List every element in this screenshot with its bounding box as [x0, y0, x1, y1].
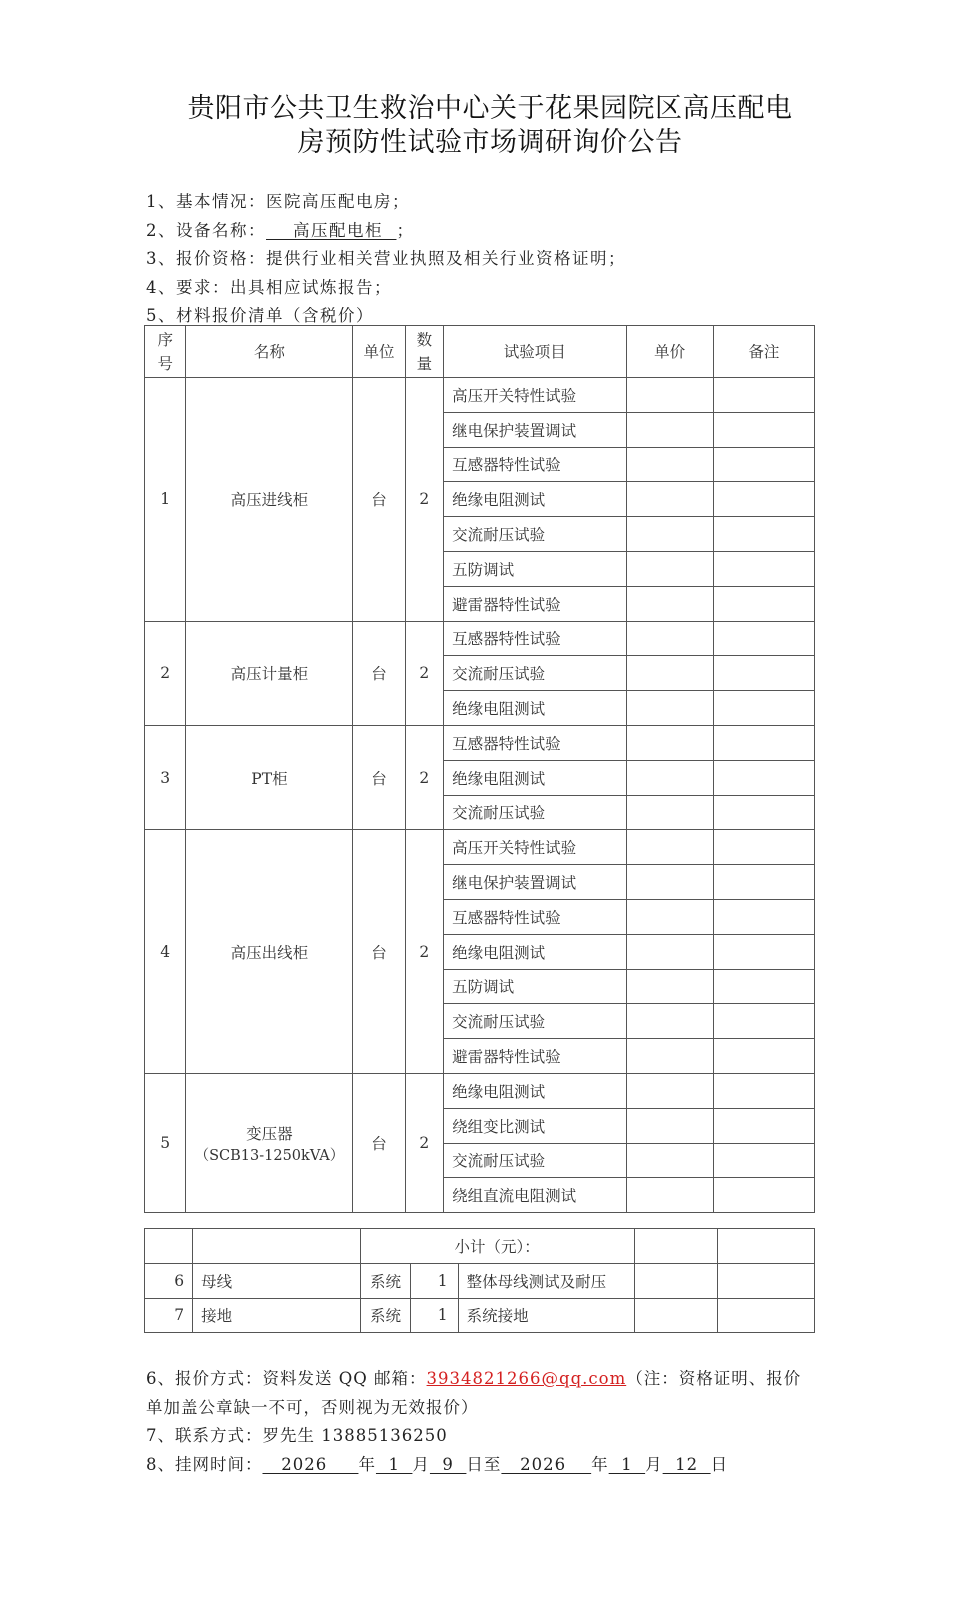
subtotal-table — [144, 1228, 815, 1333]
cell-test: 避雷器特性试验 — [444, 1039, 626, 1074]
info-item-basic — [146, 188, 626, 217]
cell-qty: 2 — [405, 830, 443, 1074]
cell-price-input[interactable] — [626, 551, 713, 586]
cell-test: 高压开关特性试验 — [444, 378, 626, 413]
cell-unit: 系统 — [360, 1298, 411, 1333]
table-row — [145, 1298, 815, 1333]
cell-price-input[interactable] — [626, 865, 713, 900]
cell-remark-input[interactable] — [713, 551, 814, 586]
cell-test: 绝缘电阻测试 — [444, 691, 626, 726]
cell-price-input[interactable] — [626, 1073, 713, 1108]
header-qty: 数量 — [405, 326, 443, 378]
info-value: 高压配电柜 — [266, 220, 397, 240]
to-char: 日至 — [466, 1454, 502, 1474]
cell-price-input[interactable] — [626, 482, 713, 517]
cell-empty — [145, 1229, 193, 1264]
day-char: 日 — [710, 1454, 729, 1474]
cell-qty: 1 — [411, 1298, 458, 1333]
cell-qty: 2 — [405, 378, 443, 622]
contact-info: 7、联系方式：罗先生 13885136250 — [146, 1426, 448, 1445]
header-unit: 单位 — [353, 326, 405, 378]
subtotal-row — [145, 1229, 815, 1264]
cell-remark-input[interactable] — [713, 1039, 814, 1074]
cell-test: 互感器特性试验 — [444, 725, 626, 760]
info-item-price-list: 5、材料报价清单（含税价） — [146, 306, 374, 325]
info-label: 1、基本情况： — [146, 192, 266, 211]
cell-remark-input[interactable] — [713, 482, 814, 517]
end-day: 12 — [662, 1454, 711, 1474]
cell-price-input[interactable] — [626, 1143, 713, 1178]
cell-price-input[interactable] — [626, 378, 713, 413]
cell-test: 互感器特性试验 — [444, 899, 626, 934]
cell-name: PT柜 — [186, 725, 353, 829]
cell-price-input[interactable] — [626, 1004, 713, 1039]
cell-price-input[interactable] — [626, 725, 713, 760]
cell-remark-input[interactable] — [713, 934, 814, 969]
footer-section — [146, 1365, 816, 1479]
info-value: 出具相应试炼报告； — [230, 277, 392, 297]
cell-remark-input[interactable] — [718, 1298, 815, 1333]
info-section — [146, 188, 626, 331]
cell-test: 绝缘电阻测试 — [444, 760, 626, 795]
cell-price-input[interactable] — [626, 656, 713, 691]
cell-test: 绕组变比测试 — [444, 1108, 626, 1143]
cell-price-input[interactable] — [626, 969, 713, 1004]
cell-seq: 7 — [145, 1298, 193, 1333]
info-item-device — [146, 217, 626, 246]
info-value: 提供行业相关营业执照及相关行业资格证明； — [266, 249, 626, 268]
cell-test: 高压开关特性试验 — [444, 830, 626, 865]
table-row — [145, 378, 815, 413]
subtotal-remark-input[interactable] — [718, 1229, 815, 1264]
info-label: 2、设备名称： — [146, 220, 266, 240]
cell-test: 继电保护装置调试 — [444, 865, 626, 900]
cell-remark-input[interactable] — [713, 691, 814, 726]
cell-price-input[interactable] — [626, 412, 713, 447]
cell-seq: 6 — [145, 1263, 193, 1298]
cell-price-input[interactable] — [626, 517, 713, 552]
title-line-2: 房预防性试验市场调研询价公告 — [297, 127, 683, 158]
cell-name: 接地 — [193, 1298, 361, 1333]
cell-name: 高压计量柜 — [186, 621, 353, 725]
cell-price-input[interactable] — [634, 1263, 718, 1298]
header-price: 单价 — [626, 326, 713, 378]
header-remark: 备注 — [713, 326, 814, 378]
cell-remark-input[interactable] — [713, 725, 814, 760]
start-day: 9 — [429, 1454, 467, 1474]
cell-name — [186, 1073, 353, 1212]
cell-test: 互感器特性试验 — [444, 621, 626, 656]
table-row — [145, 1073, 815, 1108]
cell-test: 绕组直流电阻测试 — [444, 1178, 626, 1213]
cell-remark-input[interactable] — [713, 1178, 814, 1213]
cell-unit: 台 — [353, 378, 405, 622]
email-link[interactable]: 3934821266@qq.com — [426, 1369, 627, 1388]
info-item-qualification — [146, 245, 626, 274]
cell-seq: 1 — [145, 378, 186, 622]
quote-method-note: （注：资格证明、报价单加盖公章缺一不可，否则视为无效报价） — [146, 1369, 802, 1417]
cell-price-input[interactable] — [634, 1298, 718, 1333]
cell-test: 交流耐压试验 — [444, 517, 626, 552]
cell-remark-input[interactable] — [713, 412, 814, 447]
cell-test: 互感器特性试验 — [444, 447, 626, 482]
cell-test: 避雷器特性试验 — [444, 586, 626, 621]
cell-remark-input[interactable] — [713, 1004, 814, 1039]
cell-test: 交流耐压试验 — [444, 656, 626, 691]
month-char: 月 — [412, 1454, 430, 1474]
cell-remark-input[interactable] — [713, 1073, 814, 1108]
cell-qty: 2 — [405, 725, 443, 829]
header-seq: 序号 — [145, 326, 186, 378]
cell-remark-input[interactable] — [713, 899, 814, 934]
cell-empty — [193, 1229, 361, 1264]
cell-test: 绝缘电阻测试 — [444, 482, 626, 517]
cell-remark-input[interactable] — [713, 1143, 814, 1178]
quote-method-label: 6、报价方式：资料发送 QQ 邮箱： — [146, 1369, 427, 1388]
cell-name-model: （SCB13-1250kVA） — [194, 1147, 345, 1164]
info-label: 3、报价资格： — [146, 249, 266, 268]
cell-test: 绝缘电阻测试 — [444, 1073, 626, 1108]
cell-seq: 4 — [145, 830, 186, 1074]
cell-test: 五防调试 — [444, 969, 626, 1004]
cell-remark-input[interactable] — [718, 1263, 815, 1298]
cell-name-main: 变压器 — [246, 1124, 293, 1143]
cell-remark-input[interactable] — [713, 795, 814, 830]
info-suffix: ； — [396, 220, 415, 240]
cell-remark-input[interactable] — [713, 865, 814, 900]
info-label: 4、要求： — [146, 277, 230, 297]
header-name: 名称 — [186, 326, 353, 378]
cell-remark-input[interactable] — [713, 378, 814, 413]
cell-test: 绝缘电阻测试 — [444, 934, 626, 969]
cell-price-input[interactable] — [626, 691, 713, 726]
cell-remark-input[interactable] — [713, 969, 814, 1004]
cell-price-input[interactable] — [626, 934, 713, 969]
cell-remark-input[interactable] — [713, 656, 814, 691]
cell-price-input[interactable] — [626, 1108, 713, 1143]
cell-remark-input[interactable] — [713, 586, 814, 621]
cell-remark-input[interactable] — [713, 1108, 814, 1143]
cell-price-input[interactable] — [626, 1178, 713, 1213]
header-test-item: 试验项目 — [444, 326, 626, 378]
price-table — [144, 325, 815, 1213]
cell-price-input[interactable] — [626, 586, 713, 621]
cell-unit: 台 — [353, 1073, 405, 1212]
table-row — [145, 725, 815, 760]
cell-price-input[interactable] — [626, 1039, 713, 1074]
cell-test: 五防调试 — [444, 551, 626, 586]
cell-price-input[interactable] — [626, 899, 713, 934]
end-month: 1 — [608, 1454, 646, 1474]
cell-unit: 台 — [353, 830, 405, 1074]
posting-time-label: 8、挂网时间： — [146, 1454, 263, 1474]
cell-seq: 3 — [145, 725, 186, 829]
cell-qty: 2 — [405, 1073, 443, 1212]
cell-remark-input[interactable] — [713, 830, 814, 865]
cell-test: 系统接地 — [458, 1298, 634, 1333]
cell-seq: 2 — [145, 621, 186, 725]
table-row — [145, 1263, 815, 1298]
cell-unit: 台 — [353, 725, 405, 829]
cell-price-input[interactable] — [626, 830, 713, 865]
cell-name: 高压出线柜 — [186, 830, 353, 1074]
info-value: 医院高压配电房； — [266, 192, 410, 211]
cell-unit: 系统 — [360, 1263, 411, 1298]
table-header-row — [145, 326, 815, 378]
start-year: 2026 — [262, 1454, 359, 1474]
cell-test: 交流耐压试验 — [444, 1143, 626, 1178]
cell-unit: 台 — [353, 621, 405, 725]
end-year: 2026 — [501, 1454, 592, 1474]
cell-remark-input[interactable] — [713, 621, 814, 656]
cell-price-input[interactable] — [626, 760, 713, 795]
cell-test: 交流耐压试验 — [444, 1004, 626, 1039]
table-row — [145, 621, 815, 656]
subtotal-label: 小计（元）： — [360, 1229, 634, 1264]
month-char: 月 — [645, 1454, 663, 1474]
cell-price-input[interactable] — [626, 447, 713, 482]
subtotal-value-input[interactable] — [634, 1229, 718, 1264]
start-month: 1 — [375, 1454, 413, 1474]
cell-name: 母线 — [193, 1263, 361, 1298]
posting-time — [146, 1451, 816, 1480]
cell-price-input[interactable] — [626, 795, 713, 830]
year-char: 年 — [358, 1454, 376, 1474]
page-title — [140, 92, 840, 160]
title-line-1: 贵阳市公共卫生救治中心关于花果园院区高压配电 — [187, 93, 793, 124]
cell-test: 继电保护装置调试 — [444, 412, 626, 447]
cell-price-input[interactable] — [626, 621, 713, 656]
cell-remark-input[interactable] — [713, 760, 814, 795]
quote-method — [146, 1365, 816, 1422]
cell-remark-input[interactable] — [713, 447, 814, 482]
cell-seq: 5 — [145, 1073, 186, 1212]
cell-qty: 1 — [411, 1263, 458, 1298]
cell-qty: 2 — [405, 621, 443, 725]
table-row — [145, 830, 815, 865]
year-char: 年 — [591, 1454, 609, 1474]
cell-test: 交流耐压试验 — [444, 795, 626, 830]
cell-remark-input[interactable] — [713, 517, 814, 552]
cell-name: 高压进线柜 — [186, 378, 353, 622]
cell-test: 整体母线测试及耐压 — [458, 1263, 634, 1298]
info-item-requirement — [146, 274, 626, 303]
